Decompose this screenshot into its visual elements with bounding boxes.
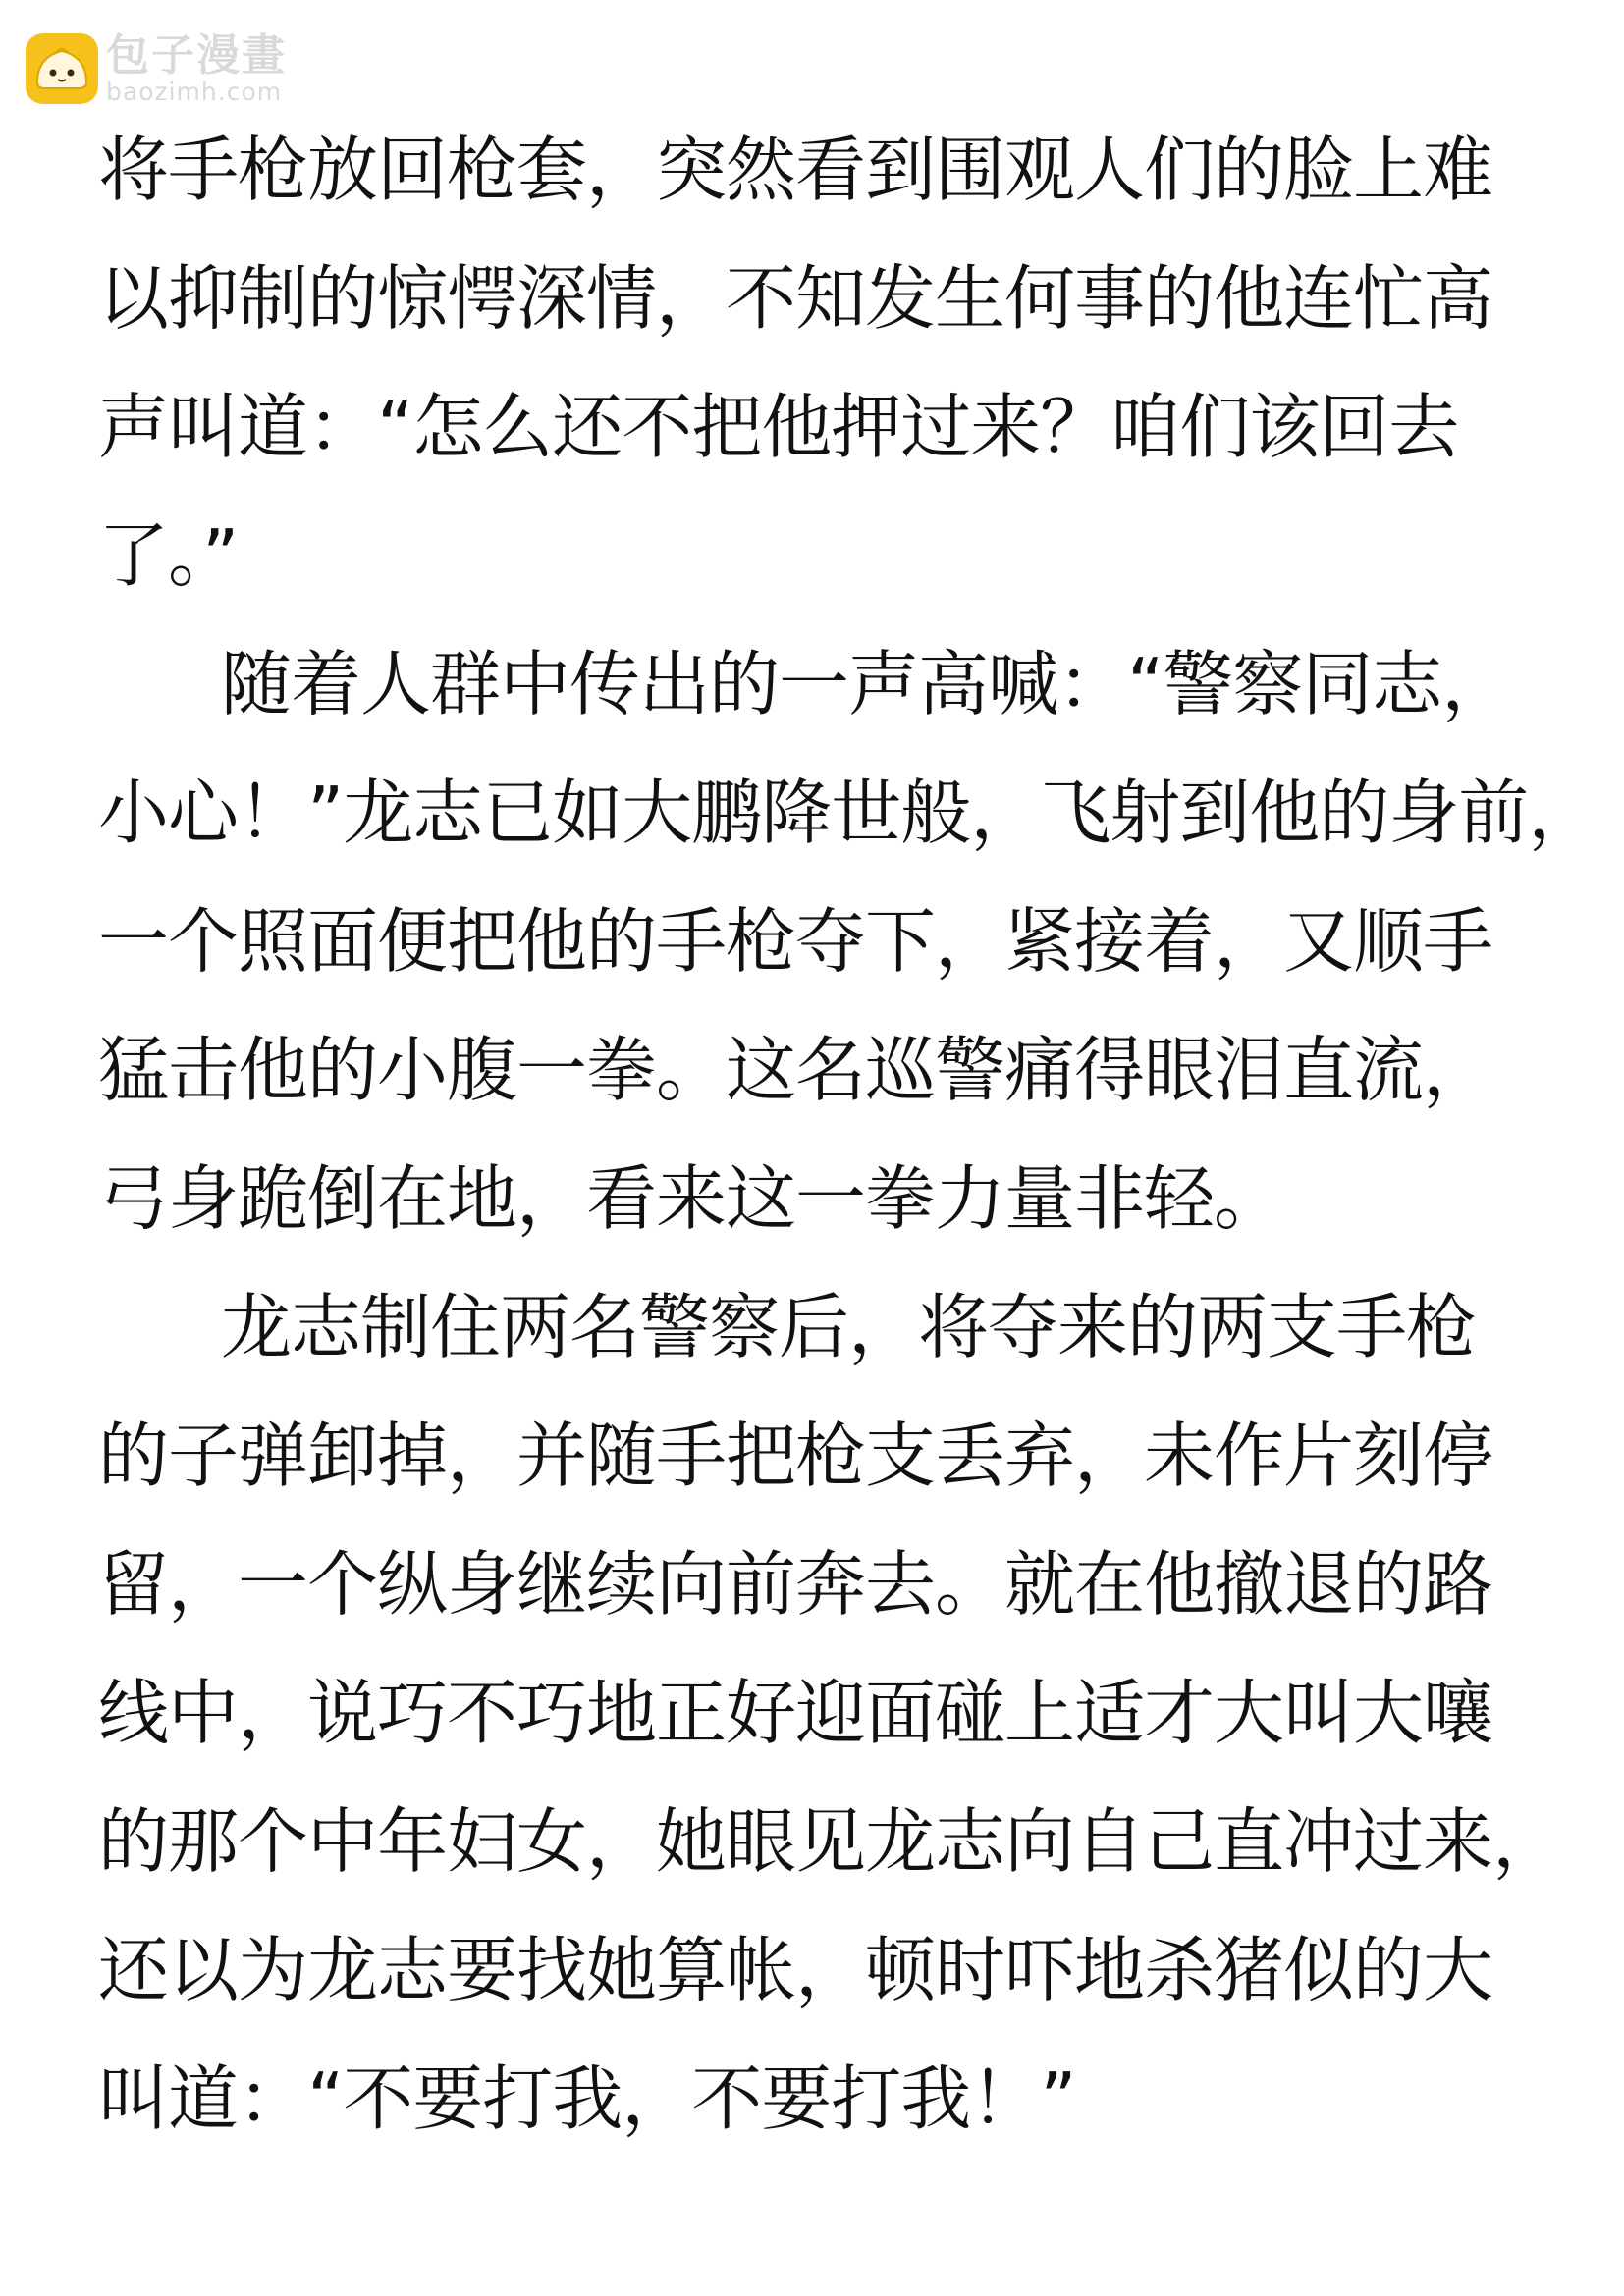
watermark [24, 29, 287, 108]
text-line: 猛击他的小腹一拳。这名巡警痛得眼泪直流， [98, 1029, 1493, 1111]
bun-logo-icon [24, 31, 100, 106]
text-line: 的那个中年妇女，她眼见龙志向自己直冲过来， [98, 1800, 1563, 1883]
text-line: 留，一个纵身继续向前奔去。就在他撤退的路 [98, 1543, 1493, 1626]
text-line: 了。” [98, 514, 239, 597]
text-line: 将手枪放回枪套，突然看到围观人们的脸上难 [98, 129, 1493, 211]
text-line: 声叫道：“怎么还不把他押过来？咱们该回去 [98, 386, 1459, 468]
page-text [98, 106, 1598, 2163]
text-line: 弓身跪倒在地，看来这一拳力量非轻。 [98, 1157, 1284, 1240]
text-line: 以抑制的惊愕深情，不知发生何事的他连忙高 [98, 257, 1493, 340]
text-line: 还以为龙志要找她算帐，顿时吓地杀猪似的大 [98, 1929, 1493, 2011]
text-line: 的子弹卸掉，并随手把枪支丢弃，未作片刻停 [98, 1415, 1493, 1497]
text-line: 叫道：“不要打我，不要打我！” [98, 2057, 1076, 2140]
text-line: 线中，说巧不巧地正好迎面碰上适才大叫大嚷 [98, 1672, 1493, 1754]
watermark-domain: baozimh.com [106, 78, 283, 106]
text-line: 一个照面便把他的手枪夺下，紧接着，又顺手 [98, 900, 1493, 983]
paragraph-first-line: 龙志制住两名警察后，将夺来的两支手枪 [221, 1286, 1477, 1368]
watermark-title: 包子漫畫 [106, 30, 287, 80]
text-line: 小心！”龙志已如大鹏降世般，飞射到他的身前， [98, 772, 1598, 854]
paragraph-first-line: 随着人群中传出的一声高喊：“警察同志， [221, 643, 1512, 725]
